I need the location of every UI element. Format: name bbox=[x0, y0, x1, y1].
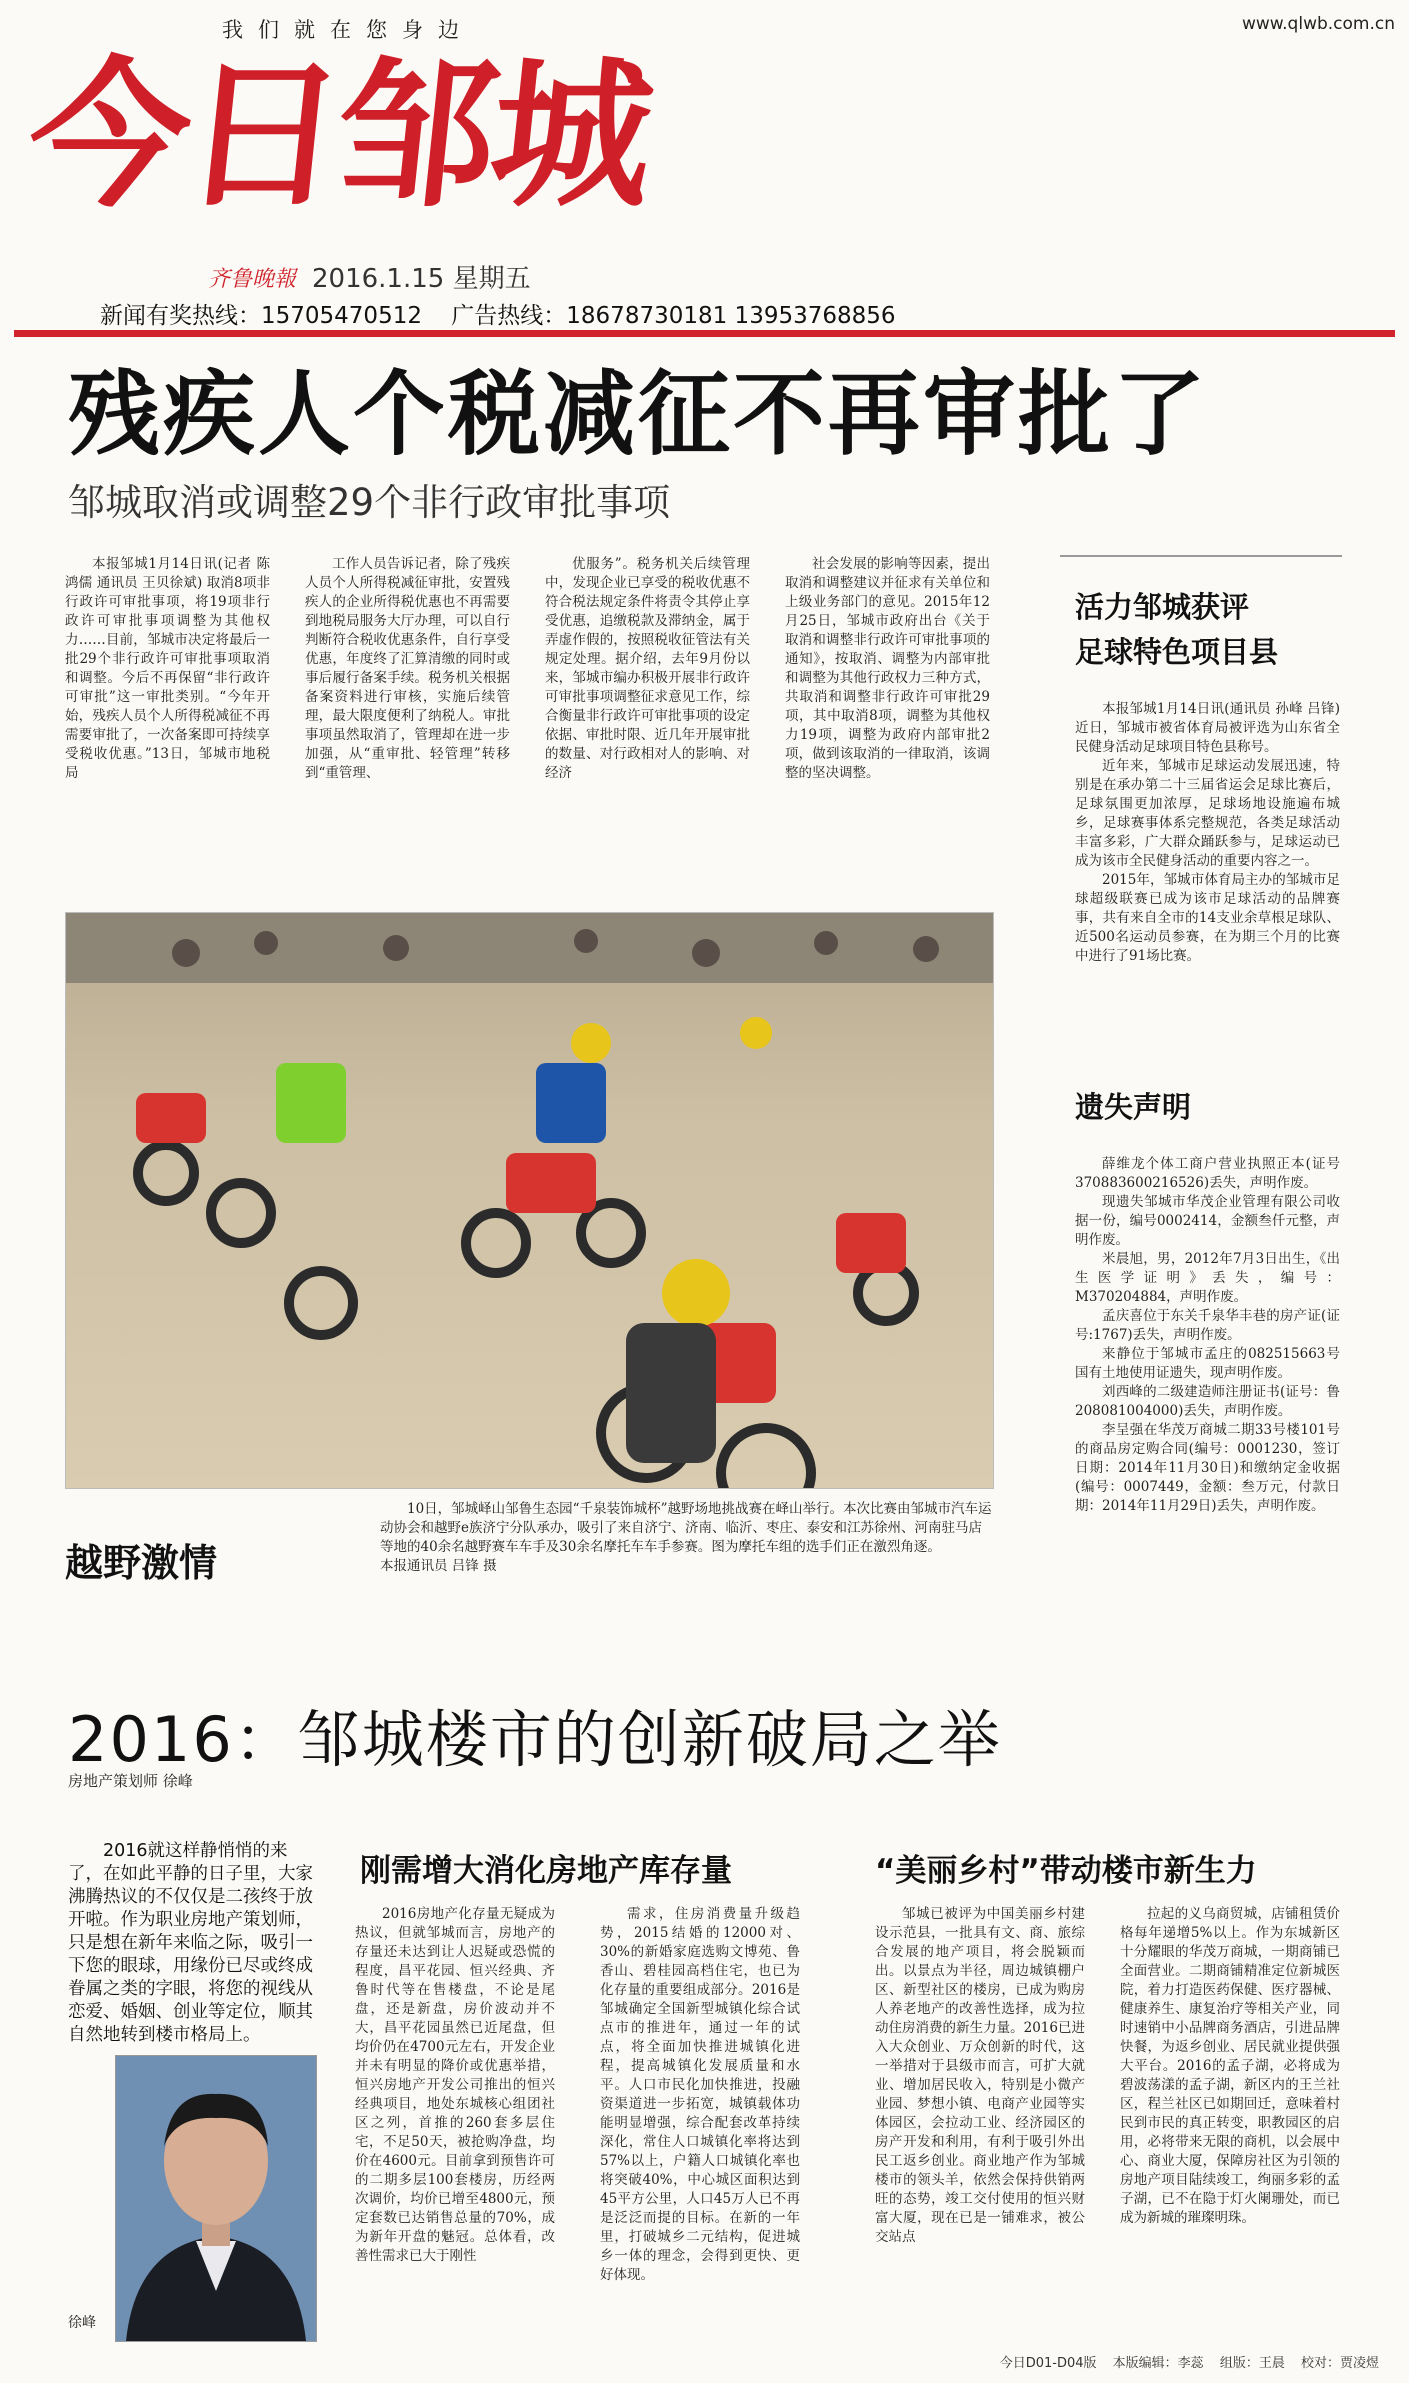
notice-item: 米晨旭，男，2012年7月3日出生，《出生医学证明》丢失，编号：M370204884，声明作废。 bbox=[1075, 1251, 1340, 1305]
section1-column-2: 需求，住房消费量升级趋势，2015结婚的12000对、30%的新婚家庭选购文博苑、鲁香山、碧桂园高档住宅，也已为化存量的重要组成部分。2016是邹城确定全国新型城镇化综合试点市的推进年，通过一年的试点，将全面加快推进城镇化进程，提高城镇化发展质量和水平。人口市民化加快推进，投融资渠道进一步拓宽，城镇载体功能明显增强，综合配套改革持续深化，常住人口城镇化率将达到57%以上，户籍人口城镇化率也将突破40%，中心城区面积达到45平方公里，人口45万人已不再是泛泛而提的目标。在新的一年里，打破城乡二元结构，促进城乡一体的理念，会得到更快、更好体现。 bbox=[600, 1906, 800, 2283]
realty-section1-title: 刚需增大消化房地产库存量 bbox=[360, 1853, 732, 1889]
realty-headline: 2016：邹城楼市的创新破局之举 bbox=[68, 1703, 1002, 1776]
photo-story-title: 越野激情 bbox=[65, 1541, 218, 1585]
football-headline-2: 足球特色项目县 bbox=[1075, 635, 1279, 669]
notice-item: 李呈强在华茂万商城二期33号楼101号的商品房定购合同(编号：0001230，签订日期：2014年11月30日)和缴纳定金收据(编号：0007449，金额：叁万元，付款日期：2014年11月29日)丢失，声明作废。 bbox=[1075, 1422, 1340, 1514]
lead-column-4: 社会发展的影响等因素，提出取消和调整建议并征求有关单位和上级业务部门的意见。2015年12月25日，邹城市政府出台《关于取消和调整非行政许可审批事项的通知》，按取消、调整为内部审批和调整为其他行政权力三种方式，共取消和调整非行政许可审批29项，其中取消8项，调整为其他权力19项，调整为政府内部审批2项，做到该取消的一律取消，该调整的坚决调整。 bbox=[785, 556, 990, 781]
masthead-title: 今日邹城 bbox=[20, 41, 656, 229]
hotline-bar bbox=[100, 297, 918, 330]
masthead-rule bbox=[14, 330, 1395, 337]
photo-credit: 本报通讯员 吕锋 摄 bbox=[380, 1558, 497, 1574]
realty-section2-title: “美丽乡村”带动楼市新生力 bbox=[875, 1853, 1257, 1889]
footer-proof: 校对：贾凌煜 bbox=[1300, 2356, 1379, 2371]
football-article: 本报邹城1月14日讯(通讯员 孙峰 吕锋) 近日，邹城市被省体育局被评选为山东省全民健身活动足球项目特色县称号。 近年来，邹城市足球运动发展迅速，特别是在承办第二十三届省运会足球比赛后，足球氛围更加浓厚，足球场地设施遍布城乡，足球赛事体系完整规范，各类足球活动丰富多彩，广大群众踊跃参与，足球运动已成为该市全民健身活动的重要内容之一。 2015年，邹城市体育局主办的邹城市足球超级联赛已成为该市足球活动的品牌赛事，共有来自全市的14支业余草根足球队、近500名运动员参赛，在为期三个月的比赛中进行了91场比赛。 bbox=[1075, 701, 1340, 964]
realty-byline: 房地产策划师 徐峰 bbox=[68, 1772, 193, 1790]
issue-date: 2016.1.15 星期五 bbox=[312, 264, 531, 294]
section2-column-1: 邹城已被评为中国美丽乡村建设示范县，一批具有文、商、旅综合发展的地产项目，将会脱颖而出。以景点为半径，周边城镇棚户区、新型社区的楼房，已成为购房人养老地产的改善性选择，成为拉动住房消费的新生力量。2016已进入大众创业、万众创新的时代，这一举措对于县级市而言，可扩大就业、增加居民收入，特别是小微产业园、梦想小镇、电商产业园等实体园区，会拉动工业、经济园区的房产开发和利用，有利于吸引外出民工返乡创业。商业地产作为邹城楼市的领头羊，依然会保持供销两旺的态势，竣工交付使用的恒兴财富大厦，现在已是一铺难求，被公交站点 bbox=[875, 1906, 1085, 2245]
author-portrait bbox=[115, 2055, 317, 2342]
portrait-caption: 徐峰 bbox=[68, 2315, 96, 2331]
sidebar-rule bbox=[1060, 555, 1342, 557]
motocross-photo bbox=[65, 912, 994, 1489]
paper-logo: 齐鲁晚報 bbox=[208, 267, 297, 292]
notice-item: 孟庆喜位于东关千泉华丰巷的房产证(证号:1767)丢失，声明作废。 bbox=[1075, 1308, 1340, 1343]
notices-headline: 遗失声明 bbox=[1075, 1090, 1192, 1124]
notice-item: 现遗失邹城市华茂企业管理有限公司收据一份，编号0002414，金额叁仟元整，声明作废。 bbox=[1075, 1194, 1340, 1248]
football-headline-1: 活力邹城获评 bbox=[1075, 590, 1250, 624]
section2-column-2: 拉起的义乌商贸城，店铺租赁价格每年递增5%以上。作为东城新区十分耀眼的华茂万商城，一期商铺已全面营业。二期商铺精准定位新城医院，着力打造医药保健、医疗器械、健康养生、康复治疗等相关产业，同时速销中小品牌商务酒店，引进品牌快餐，为返乡创业、居民就业提供强大平台。2016的孟子湖，必将成为碧波荡漾的孟子湖，新区内的王兰社区，程兰社区已如期回迁，意味着村民到市民的真正转变，职教园区的启用，必将带来无限的商机，以会展中心、商业大厦，保障房社区为引领的房地产项目陆续竣工，绚丽多彩的孟子湖，已不在隐于灯火阑珊处，而已成为新城的璀璨明珠。 bbox=[1120, 1906, 1340, 2226]
lead-subhead: 邹城取消或调整29个非行政审批事项 bbox=[68, 481, 671, 524]
masthead-slogan: 我们就在您身边 bbox=[222, 18, 474, 42]
website-url[interactable]: www.qlwb.com.cn bbox=[1242, 14, 1395, 34]
lead-headline: 残疾人个税减征不再审批了 bbox=[68, 361, 1209, 468]
footer-layout: 组版：王晨 bbox=[1219, 2356, 1285, 2371]
notices-list bbox=[1075, 1155, 1340, 1655]
footer-credits bbox=[988, 2352, 1379, 2371]
footer-pages: 今日D01-D04版 bbox=[999, 2356, 1097, 2371]
lead-column-2: 工作人员告诉记者，除了残疾人员个人所得税减征审批，安置残疾人的企业所得税优惠也不再需要到地税局服务大厅办理，可以自行判断符合税收优惠条件，自行享受优惠，年度终了汇算清缴的同时或事后履行备案手续。税务机关根据备案资料进行审核，实施后续管理，最大限度便利了纳税人。审批事项虽然取消了，管理却在进一步加强，从“重审批、轻管理”转移到“重管理、 bbox=[305, 556, 510, 781]
section1-column-1: 2016房地产化存量无疑成为热议，但就邹城而言，房地产的存量还未达到让人迟疑或恐慌的程度，昌平花园、恒兴经典、齐鲁时代等在售楼盘，不论是尾盘，还是新盘，房价波动并不大，昌平花园虽然已近尾盘，但均价仍在4700元左右，开发企业并未有明显的降价或优惠举措，恒兴房地产开发公司推出的恒兴经典项目，地处东城核心组团社区之列，首推的260套多层住宅，不足50天，被抢购净盘，均价在4600元。目前拿到预售许可的二期多层100套楼房，历经两次调价，均价已增至4800元，预定套数已达销售总量的70%，成为新年开盘的魅冠。总体看，改善性需求已大于刚性 bbox=[355, 1906, 555, 2264]
lead-column-1: 本报邹城1月14日讯(记者 陈鸿儒 通讯员 王贝徐斌) 取消8项非行政许可审批事项，将19项非行政许可审批事项调整为其他权力……目前，邹城市决定将最后一批29个非行政许可审批事项取消和调整。今后不再保留“非行政许可审批”这一审批类别。“今年开始，残疾人员个人所得税减征不再需要审批了，一次备案即可持续享受税收优惠。”13日，邹城市地税局 bbox=[65, 556, 270, 781]
notice-item: 来静位于邹城市孟庄的082515663号国有土地使用证遗失，现声明作废。 bbox=[1075, 1346, 1340, 1381]
lead-column-3: 优服务”。税务机关后续管理中，发现企业已享受的税收优惠不符合税法规定条件将责令其停止享受优惠，追缴税款及滞纳金，属于弄虚作假的，按照税收征管法有关规定处理。据介绍，去年9月份以来，邹城市编办积极开展非行政许可审批事项调整征求意见工作，综合衡量非行政许可审批事项的设定依据、审批时限、近几年开展审批的数量、对行政相对人的影响、对经济 bbox=[545, 556, 750, 781]
notice-item: 薛维龙个体工商户营业执照正本(证号370883600216526)丢失，声明作废。 bbox=[1075, 1156, 1340, 1191]
ad-hotline: 广告热线：18678730181 13953768856 bbox=[451, 303, 896, 329]
footer-editor: 本版编辑：李蕊 bbox=[1112, 2356, 1204, 2371]
notice-item: 刘西峰的二级建造师注册证书(证号：鲁208081004000)丢失，声明作废。 bbox=[1075, 1384, 1340, 1419]
realty-intro: 2016就这样静悄悄的来了，在如此平静的日子里，大家沸腾热议的不仅仅是二孩终于放开啦。作为职业房地产策划师，只是想在新年来临之际，吸引一下您的眼球，用缘份已尽或终成眷属之类的字眼，将您的视线从恋爱、婚姻、创业等定位，顺其自然地转到楼市格局上。 bbox=[68, 1841, 313, 2045]
photo-caption: 10日，邹城峄山邹鲁生态园“千泉装饰城杯”越野场地挑战赛在峄山举行。本次比赛由邹城市汽车运动协会和越野e族济宁分队承办，吸引了来自济宁、济南、临沂、枣庄、泰安和江苏徐州、河南驻马店等地的40余名越野赛车车手及30余名摩托车车手参赛。图为摩托车组的选手们正在激烈角逐。 本报通讯员 吕锋 摄 bbox=[380, 1501, 992, 1574]
news-hotline: 新闻有奖热线：15705470512 bbox=[100, 303, 422, 329]
